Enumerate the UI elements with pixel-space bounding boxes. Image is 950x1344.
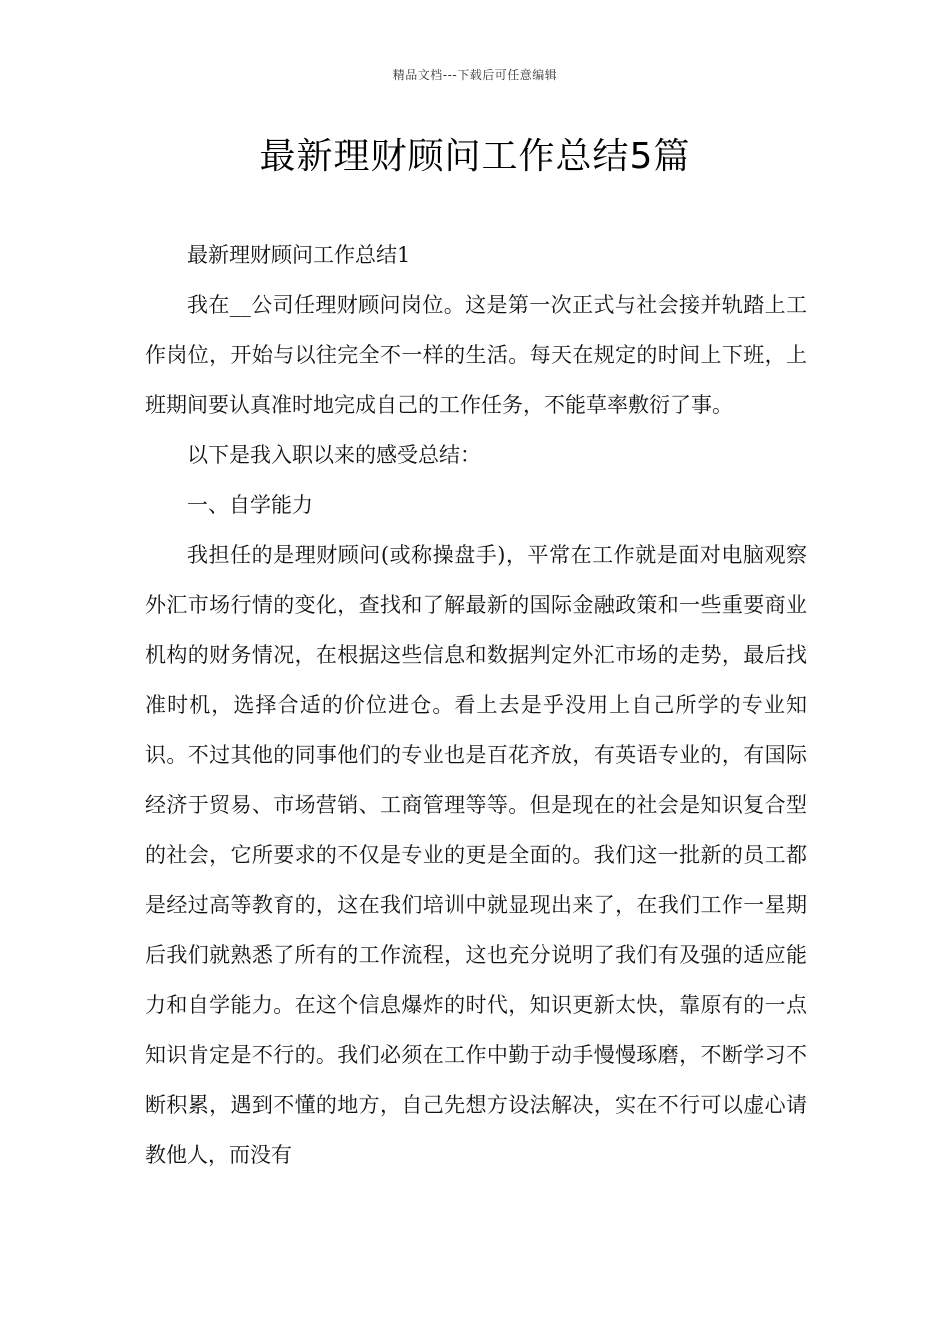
paragraph-self-learning: 我担任的是理财顾问(或称操盘手)，平常在工作就是面对电脑观察外汇市场行情的变化，查找和了解最新的国际金融政策和一些重要商业机构的财务情况，在根据这些信息和数据判定外汇市场的走势，最后找准时机，选择合适的价位进仓。看上去是乎没用上自己所学的专业知识。不过其他的同事他们的专业也是百花齐放，有英语专业的，有国际经济于贸易、市场营销、工商管理等等。但是现在的社会是知识复合型的社会，它所要求的不仅是专业的更是全面的。我们这一批新的员工都是经过高等教育的，这在我们培训中就显现出来了，在我们工作一星期后我们就熟悉了所有的工作流程，这也充分说明了我们有及强的适应能力和自学能力。在这个信息爆炸的时代，知识更新太快，靠原有的一点知识肯定是不行的。我们必须在工作中勤于动手慢慢琢磨，不断学习不断积累，遇到不懂的地方，自己先想方设法解决，实在不行可以虚心请教他人，而没有 (145, 543, 807, 1167)
paragraph-intro: 我在__公司任理财顾问岗位。这是第一次正式与社会接并轨踏上工作岗位，开始与以往完全不一样的生活。每天在规定的时间上下班，上班期间要认真准时地完成自己的工作任务，不能草率敷衍了事。 (145, 293, 807, 417)
header-note: 精品文档---下载后可任意编辑 (392, 68, 558, 82)
section-heading-1: 最新理财顾问工作总结1 (187, 243, 411, 267)
document-body (145, 230, 807, 1180)
document-title: 最新理财顾问工作总结5篇 (259, 136, 691, 177)
paragraph-summary-lead: 以下是我入职以来的感受总结： (187, 443, 481, 467)
subheading-self-learning: 一、自学能力 (187, 493, 313, 517)
